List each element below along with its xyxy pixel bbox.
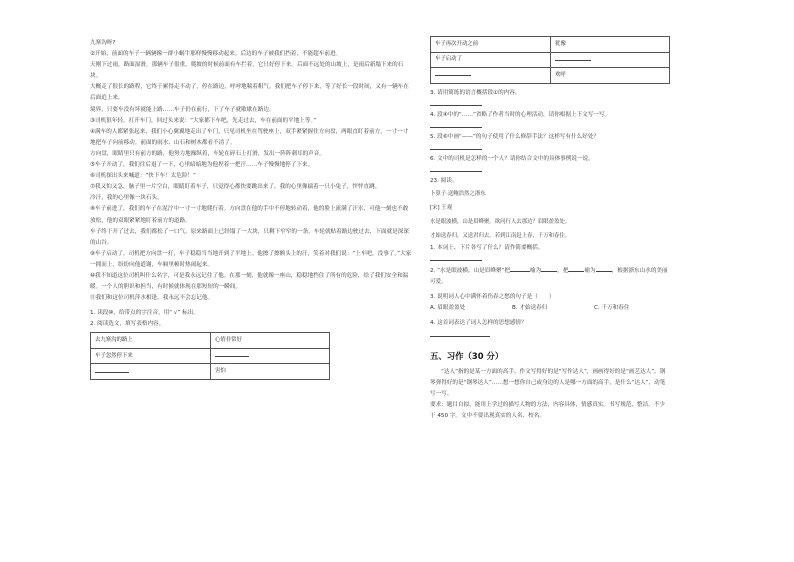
choice-c[interactable]: C. 千万和春住 [594,305,630,312]
table-cell: 心情非常好 [211,333,330,349]
poem-title: 卜算子·送鲍浩然之浙东 [430,190,486,197]
poem-line: 才始送春归，又送君归去。若到江南赶上春，千万和春住。 [430,232,571,239]
table-cell-blank[interactable] [91,364,211,380]
poem-question-1: 1. 本词上、下片各写了什么？请作简要概括。 [430,244,544,251]
passage-paragraph: ⑨车子启动了，司机把方向盘一打，车子稳稳当当地开到了平地上。他擦了擦额头上的汗，笑着对我们说：“上车吧，没事了。”大家一拥而上，纷纷向他道谢，车厢里顿时热闹起来。 [90,250,412,268]
question-5: 5. 段⑥中画“——”的句子使用了什么修辞手法？这样写有什么好处？ [430,133,599,140]
pq2-text: ，根据浙东山水的美丽可爱。 [430,268,668,286]
table-cell: 犹豫 [551,37,670,53]
passage-paragraph: ⑥司机探出头来喊道：“快下车！太危险！” [90,173,196,180]
passage-paragraph: 大概走了很长的路程，它终于累得走不动了，停在路边，呼呼地喘着粗气。我们把车子停下来，等了好长一段时间，又有一辆车在后面追上来。 [90,84,409,102]
question-2: 2. 阅读选文，填写表格内容。 [90,321,165,328]
pq2-text: ，把 [557,268,569,275]
answer-line[interactable] [430,255,482,261]
passage-paragraph: ⑤车子开动了，我们往后退了一下，心里暗暗地为他捏着一把汗……车子慢慢地停了下来。 [90,162,314,169]
passage-paragraph: 冷汗，我的心里像一块石头。 [90,195,163,202]
passage-paragraph: ④满车的人都紧张起来，我们小心翼翼地走出了车门，只见司机坐在驾驶座上，双手紧紧握住方向盘，两眼直盯着前方，一寸一寸地把车子向前移动。前面的雨水、山石和树木都看不清了。 [90,128,409,146]
table-row [431,68,670,84]
left-column [90,38,412,380]
choice-a[interactable]: A. 眉眼盈盈处 [430,305,466,312]
question-23: 23. 阅读。 [430,177,458,184]
answer-line[interactable] [430,100,482,106]
passage-paragraph: ⑪我们和这位司机萍水相逢，我永远不会忘记他。 [90,295,214,302]
table-cell-blank[interactable] [551,52,670,68]
emotion-table-left [90,332,330,380]
poem-line: 水是眼波横，山是眉峰聚。欲问行人去那边？眉眼盈盈处。 [430,218,571,225]
table-cell: 车子启动了 [431,52,551,68]
table-row [431,52,670,68]
choice-options [430,303,670,314]
passage-paragraph: 车子终于开了过去，我们都松了一口气。原来路面上已经塌了一大块，只剩下窄窄的一条，车轮就贴着路边驶过去，下面就是深深的山谷。 [90,228,409,246]
poem-question-2 [430,265,670,288]
passage-paragraph: ②开始，前面的车子一辆辆像一群小蜗牛那样慢慢移动起来。后边的车子被我们挡着，不能超车前进。 [90,51,342,58]
table-cell: 害怕 [211,364,330,380]
table-row [91,333,330,349]
blank-field[interactable] [596,265,612,272]
passage-paragraph: ⑧车子前进了，我们的车子在泥泞中一寸一寸地爬行着。方向盘在他的手中不停地转动着，他的脸上流满了汗水，可他一刻也不敢放松，他的双眼紧紧地盯着前方的道路。 [90,206,409,224]
table-cell: 车子再次开动之前 [431,37,551,53]
passage-paragraph: ⑦我又怕又急，脑子里一片空白，眼睛盯着车子，只觉得心都快要跳出来了，我的心里像揣着一只小兔子，怦怦直跳。 [90,184,381,191]
blank-field[interactable] [568,265,584,272]
blank-field[interactable] [510,265,530,272]
choice-b[interactable]: B. 才始送春归 [512,305,548,312]
table-row [431,37,670,53]
pq2-text: 2. “水是眼波横，山是眉峰聚”把 [430,268,511,275]
section-title: 五、习作（30 分） [430,350,504,361]
passage-paragraph: 九寨沟呀? [90,40,116,46]
question-3: 3. 请用简练的语言概括段①的内容。 [430,89,521,96]
reading-passage [90,38,412,304]
essay-requirements: 要求：题目自拟，能用上学过的描写人物的方法，内容具体，情感真实。书写规范、整洁，不少于 450 字。文中不要出现真实的人名、校名。 [430,401,665,419]
poem-question-4: 4. 这首词表达了词人怎样的思想感情？ [430,320,527,327]
question-1: 1. 读段⑩，给带点的字注音，用“ √” 标出。 [90,310,199,317]
passage-paragraph: 境界，只要车没有坏就能上路……车子仍在前行，下了车子就歇歇在路边。 [90,106,275,113]
passage-paragraph: 方向盘，眼睛里只有前方的路，他努力地操纵着，车轮在碎石上打滑，发出一阵阵刺耳的声音。 [90,150,325,157]
table-row [91,364,330,380]
table-row [91,348,330,364]
essay-prompt: “达人”指的是某一方面的高手。作文写得好的是“写作达人”，画画得好的是“画艺达人”，钢琴弹得好的是“钢琴达人”……想一想你自己或身边的人是哪一方面的高手，是什么“达人”，动笔写一写。 [430,368,666,397]
passage-paragraph: ③司机很年轻，打开车门，回过头来说：“大家都下车吧，先走过去，车在前面的平地上等。” [90,117,317,124]
blank-field[interactable] [541,265,557,272]
table-cell: 欢呼 [551,68,670,84]
table-cell-blank[interactable] [431,68,551,84]
right-column [430,36,670,422]
passage-paragraph: 天刚下过雨，路面湿滑，那辆车子很重，爬坡的时候前面有车拦着，它只好停下来。后面不远处的山坡上，是雨后新塌下来的石块。 [90,62,404,80]
question-4: 4. 段④中的“……”省略了作者当时的心理活动，请你根据上下文写一写。 [430,111,611,118]
question-6: 6. 文中的司机是怎样的一个人？请你结合文中的具体事例说一说。 [430,155,594,162]
answer-line[interactable] [430,122,482,128]
poem-author: [宋] 王观 [430,204,453,211]
passage-paragraph: ⑩我不知道这位司机叫什么名字，可是我永远记住了他。在那一刻，他就像一座山，稳稳地挡住了所有的危险，给了我们安全和温暖。一个人的胆识和担当，有时候就体现在那短短的一瞬间。 [90,272,409,291]
answer-line[interactable] [430,144,482,150]
table-cell: 去九寨沟的路上 [91,333,211,349]
emotion-table-right [430,36,670,84]
poem-block [430,187,670,243]
poem-question-3: 3. 说明词人心中满怀着伤春之愁的句子是（ ） [430,294,555,301]
pq2-text: 喻为 [584,268,596,275]
answer-line[interactable] [430,166,482,172]
table-cell-blank[interactable] [211,348,330,364]
answer-line[interactable] [430,331,490,337]
pq2-text: 喻为 [530,268,542,275]
table-cell: 车子忽然停下来 [91,348,211,364]
